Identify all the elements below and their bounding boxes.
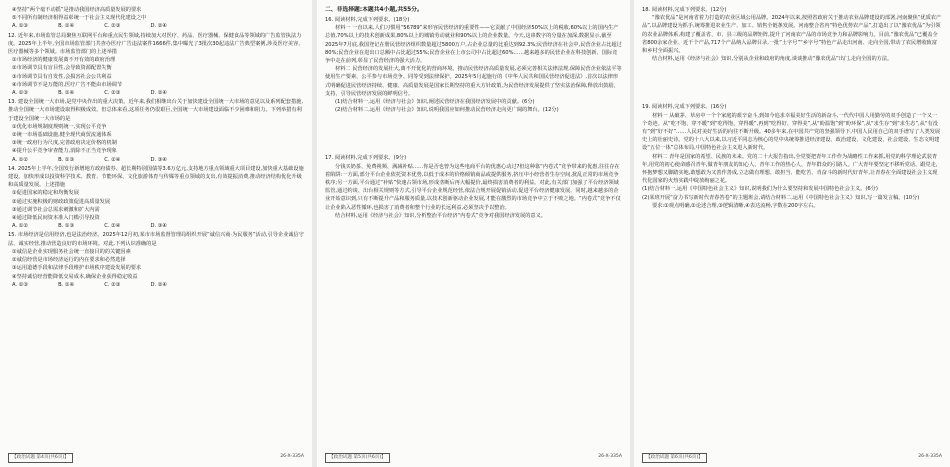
answer-choices: [8, 89, 304, 97]
page-footer: [325, 453, 622, 463]
page-6: [634, 0, 950, 467]
question-19-requirement-1: (1)结合材料一,运用《中国特色社会主义》知识,说明我们为什么要坚持和发展中国特色社会主义。(6分): [642, 186, 878, 193]
option-line: ④提升公平竞争审查能力,消除不正当竞争现象: [12, 148, 117, 155]
answer-choices: [8, 222, 304, 230]
option-line: ②统一市场基础设施,健全现代商贸流通体系: [12, 132, 112, 139]
answer-c: C. ②③: [104, 281, 121, 288]
answer-c: C. ②③: [104, 23, 121, 30]
answer-a: A. ①③: [12, 281, 29, 288]
page-4-content: [8, 6, 304, 449]
page-footer: [642, 453, 942, 463]
answer-d: D. ③④: [150, 223, 168, 230]
answer-b: B. ①④: [58, 90, 75, 97]
answer-choices: [8, 281, 304, 289]
question-15: 15. 市场经济是信用经济,也是法治经济。2025年12月初,某市市场监督管理局组织开展“诚信兴商·为民服务”活动,引导企业诚信守法、诚实经营,推动营造良好的市场环境。对此,下列认识准确的是: [8, 232, 304, 247]
footer-page-label: 【政治试题 第6页(共6页)】: [642, 453, 707, 463]
option-line: ④坚持诚信经营能降低交易成本,确保企业获得稳定收益: [12, 273, 138, 280]
question-16-intro: 16. 阅读材料,完成下列要求。(18分): [325, 17, 410, 23]
section-title: 二、非选择题:本题共4小题,共55分。: [325, 7, 423, 13]
option-line: ③市场调节具有自发性,会损害社会公共利益: [12, 73, 112, 80]
option-line: ①市场经济的健康发展离不开有效的政府治理: [12, 57, 116, 64]
option-line: ④坚持“两个毫不动摇”是推动我国经济高质量发展的要求: [12, 7, 142, 13]
answer-space: [642, 63, 942, 103]
option-line: ①促进国家的稳定和均衡发展: [12, 190, 79, 197]
question-17-intro: 17. 阅读材料,完成下列要求。(9分): [325, 155, 407, 162]
answer-b: B. ①④: [58, 23, 75, 30]
question-16-material-2: 材料二 民营经济的发展壮大,离不开优化的营商环境。推动民营经济高质量发展,必须完善相关法律法规,保障民营企业依法平等使用生产要素、公平参与市场竞争、同等受到法律保护。2025年5月起施行的《中华人民共和国民营经济促进法》,首次以法律形式明确促进民营经济持续、健康、高质量发展是国家长期坚持的重大方针政策,为民营经济发展提供了坚实法治保障,释放出鼓励、支持、引导民营经济发展的鲜明信号。: [325, 66, 622, 97]
option-line: ③统一政府行为尺度,完善政府决定价格的机制: [12, 140, 117, 147]
answer-b: B. ①③: [58, 223, 75, 230]
answer-space: [325, 114, 622, 154]
question-17-requirement: 结合材料,运用《经济与社会》知识,分析整治平台经济“内卷式”竞争对我国经济发展的意义。: [335, 212, 546, 219]
answer-d: D. ②④: [150, 90, 168, 97]
answer-d: D. ③④: [150, 156, 168, 163]
option-line: ②诚信经营是市场经济运行的内在要求和必然选择: [12, 257, 126, 264]
question-18-intro: 18. 阅读材料,完成下列要求。(12分): [642, 7, 727, 13]
answer-choices: [8, 22, 304, 30]
question-18-material: “豫农优品”是河南省着力打造的农业区域公用品牌。2024年以来,按照省政府关于推动农业品牌建设的部署,河南聚焦“优质农产品”,以品牌建设为抓手,统筹推进农业生产、加工、销售全链条发展。河南整合省内“特色优势农产品”,打造出了以“豫农优品”为引领的农业品牌体系,构建了覆盖省、市、县三级的品牌矩阵,提升了河南农产品的市场竞争力和品牌影响力。目前,“豫农优品”已覆盖全省800余家企业、近千个产品,717个产品纳入品牌目录,一批“土字号”“乡字号”特色产品走出河南、走向全国,带动了农民增收致富和乡村全面振兴。: [642, 15, 942, 55]
page-footer: [8, 453, 304, 463]
footer-code: 26-X-335A: [918, 454, 942, 459]
answer-a: A. ①②: [12, 223, 29, 230]
option-line: ⑤不同所有制经济相得益彰统一于社会主义现代化建设之中: [12, 15, 147, 22]
option-line: ①优化市场规制度规则统一,实现公平竞争: [12, 123, 107, 130]
question-18-requirement: 结合材料,运用《经济与社会》知识,分别从企业和政府的角度,谈谈推动“豫农优品”出门,走向全国的方法。: [652, 56, 893, 63]
page-6-content: [642, 6, 942, 449]
option-line: ①诚信是企业实现服务社会统一直接目的的关键因素: [12, 248, 131, 255]
question-16-material-1: 材料一 一直以来,人们习惯用“56789”来形容民营经济的重要性——它贡献了中国经济50%以上的税收,60%以上的国内生产总值,70%以上的技术创新成果,80%以上的城镇劳动就业和90%以上的企业数量。今天,这串数字的分量在加深,数据显示,截至2025年7月底,我国登记在册民营经济组织数量超过5800万户,占企业总量的比重达到92.3%;民营经济在社会中,民营企业占比超过80%;民营企业在进出口总额中占比超过55%;民营企业在上市公司中占比超过60%……越来越多的民营企业在科技创新、国际竞争中走在前列,彰显了民营经济的强大活力。: [325, 25, 622, 65]
option-line: ④通过降低民间资本准入门槛引导投资: [12, 215, 100, 222]
footer-code: 26-X-335A: [280, 454, 304, 459]
question-12: 12. 近年来,市场监管总局聚焦互联网平台和重点民生领域,持续加大对医疗、药品、医疗器械、保健食品等领域的广告监管执法力度。2025年上半年,全国市场监管部门共查办医疗广告违法案件1666件,集中曝光了3批次30起违法广告典型案例,涉及医疗美容、医疗器械等多个领域。市场监管部门的上述举措: [8, 32, 304, 56]
option-line: ③运用道德手段和法律手段维护市场秩序建设发展的要求: [12, 265, 142, 272]
question-19-intro: 19. 阅读材料,完成下列要求。(16分): [642, 104, 727, 111]
answer-d: D. ②④: [150, 23, 168, 30]
option-line: ③通过调节社会总需求刺激和扩大内需: [12, 206, 100, 213]
question-19-material-1: 材料一 从破茅、草房中一个个家庭的艰辛奋斗,到如今追求幸福美好生活的新奋斗,一代代中国人用勤劳的双手创造了一个又一个奇迹。从“吃不饱、穿不暖”到“吃得饱、穿得暖”,再到“吃得好、穿得美”,从“盼温饱”到“盼环保”,从“求生存”到“求生态”,从“有没有”到“好不好”……人民对美好生活的向往不断升级。40多年来,在中国共产党的坚强领导下,中国人民用自己的双手谱写了人类发展史上的壮丽史诗。党的十八大以来,以习近平同志为核心的党中央统筹推进经济建设、政治建设、文化建设、社会建设、生态文明建设“五位一体”总体布局,中国特色社会主义进入新时代。: [642, 112, 941, 152]
answer-b: B. ①④: [58, 281, 75, 288]
option-line: ②市场调节具有盲目性,会导致资源配置失衡: [12, 65, 112, 72]
footer-code: 26-X-335A: [598, 454, 622, 459]
answer-choices: [8, 156, 304, 164]
footer-page-label: 【政治试题 第4页(共6页)】: [8, 453, 73, 463]
answer-d: D. ②④: [150, 281, 168, 288]
answer-b: B. ①③: [58, 156, 75, 163]
page-5-content: [325, 6, 622, 449]
question-16-requirement-1: (1)结合材料一,运用《经济与社会》知识,阐述民营经济在我国经济发展中的贡献。(6分): [335, 99, 535, 106]
question-14: 14. 2025年上半年,全国发行新增地方政府债券、超长期特别国债等3.6万亿元,支持地方重点领域重大项目建设,加快重大基础设施建设。加快形成以投资科学技术、教育、节能环保、文化旅游体育与传媒等重点领域的支出,有效提振消费,推动经济结构优化升级和高质量发展。上述措施: [8, 165, 304, 189]
answer-c: C. ②④: [104, 223, 121, 230]
option-line: ②通过实施积极的财政政策促进高质量发展: [12, 198, 111, 205]
footer-page-label: 【政治试题 第5页(共6页)】: [325, 453, 390, 463]
answer-a: A. ①③: [12, 90, 29, 97]
question-19-material-2: 材料二 青年是国家的希望、民族的未来。党的二十大报告指出,全党要把青年工作作为战略性工作来抓,用党的科学理论武装青年,用党的初心使命感召青年,做青年朋友的知心人、青年工作的热心人、青年群众的引路人。广大青年要坚定不移听党话、跟党走,怀抱梦想又脚踏实地,敢想敢为又善作善成,立志做有理想、敢担当、能吃苦、肯奋斗的新时代好青年,让青春在全面建设社会主义现代化国家的火热实践中绽放绚丽之花。: [642, 153, 938, 185]
question-19-requirement-2-detail: 要求:①观点明确,②论述合理,③逻辑清晰,④表达流畅,字数在200字左右。: [652, 202, 819, 209]
page-5: [317, 0, 630, 467]
question-17-material: 分钱买奶茶、免费视频、满减补贴……你是否也曾为这些电商平台的优惠心动过?但这种靠“内卷式”竞争带来的优惠,往往存在着陷阱:一方面,部分平台企业依托资本优势,以低于成本的价格倾销商品或提供服务,挤压中小经营者生存空间,扰乱正常的市场竞争秩序;另一方面,平台通过“补贴”快速占领市场,形成垄断后再大幅提价,最终损害消费者的利益。对此,有关部门加强了平台经济领域监管,通过约谈、出台相关规则等方式,引导平台企业规范经营,依法合规开展促销活动,促进平台经济健康发展。同时,越来越多的企业开始意识到,只有不断提升产品和服务质量,以技术创新驱动企业发展,才能在激烈的市场竞争中立于不败之地。“内卷式”竞争不仅让企业陷入恶性循环,也损害了消费者和整个行业的长远利益,必须坚决予以整治。: [325, 163, 621, 211]
answer-a: A. ①②: [12, 156, 29, 163]
option-line: ④市场调节不是万能的,医疗广告不能由市场调节: [12, 81, 123, 88]
answer-c: C. ②④: [104, 156, 121, 163]
question-16-requirement-2: (2)结合材料二,运用《经济与社会》知识,说明我国应如何推动民营经济走向更广阔的舞台。(12分): [335, 107, 559, 114]
answer-c: C. ②③: [104, 90, 121, 97]
question-19-requirement-2: (2)某班开展“奋力书写新时代青春答卷”的主题班会,请结合材料二,运用《中国特色社会主义》知识,写一篇发言稿。(10分): [642, 194, 920, 201]
page-4: [0, 0, 312, 467]
answer-a: A. ①③: [12, 23, 29, 30]
question-13: 13. 建设全国统一大市场,是党中央作出的重大决策。近年来,我们相继出台关于加快建设全国统一大市场的意见以及系列配套措施,推动全国统一大市场建设取得积极成效。但总体来看,这项任务仍很艰巨,全国统一大市场建设面临不少困难和阻力。下列举措有利于建设全国统一大市场的是: [8, 99, 303, 122]
